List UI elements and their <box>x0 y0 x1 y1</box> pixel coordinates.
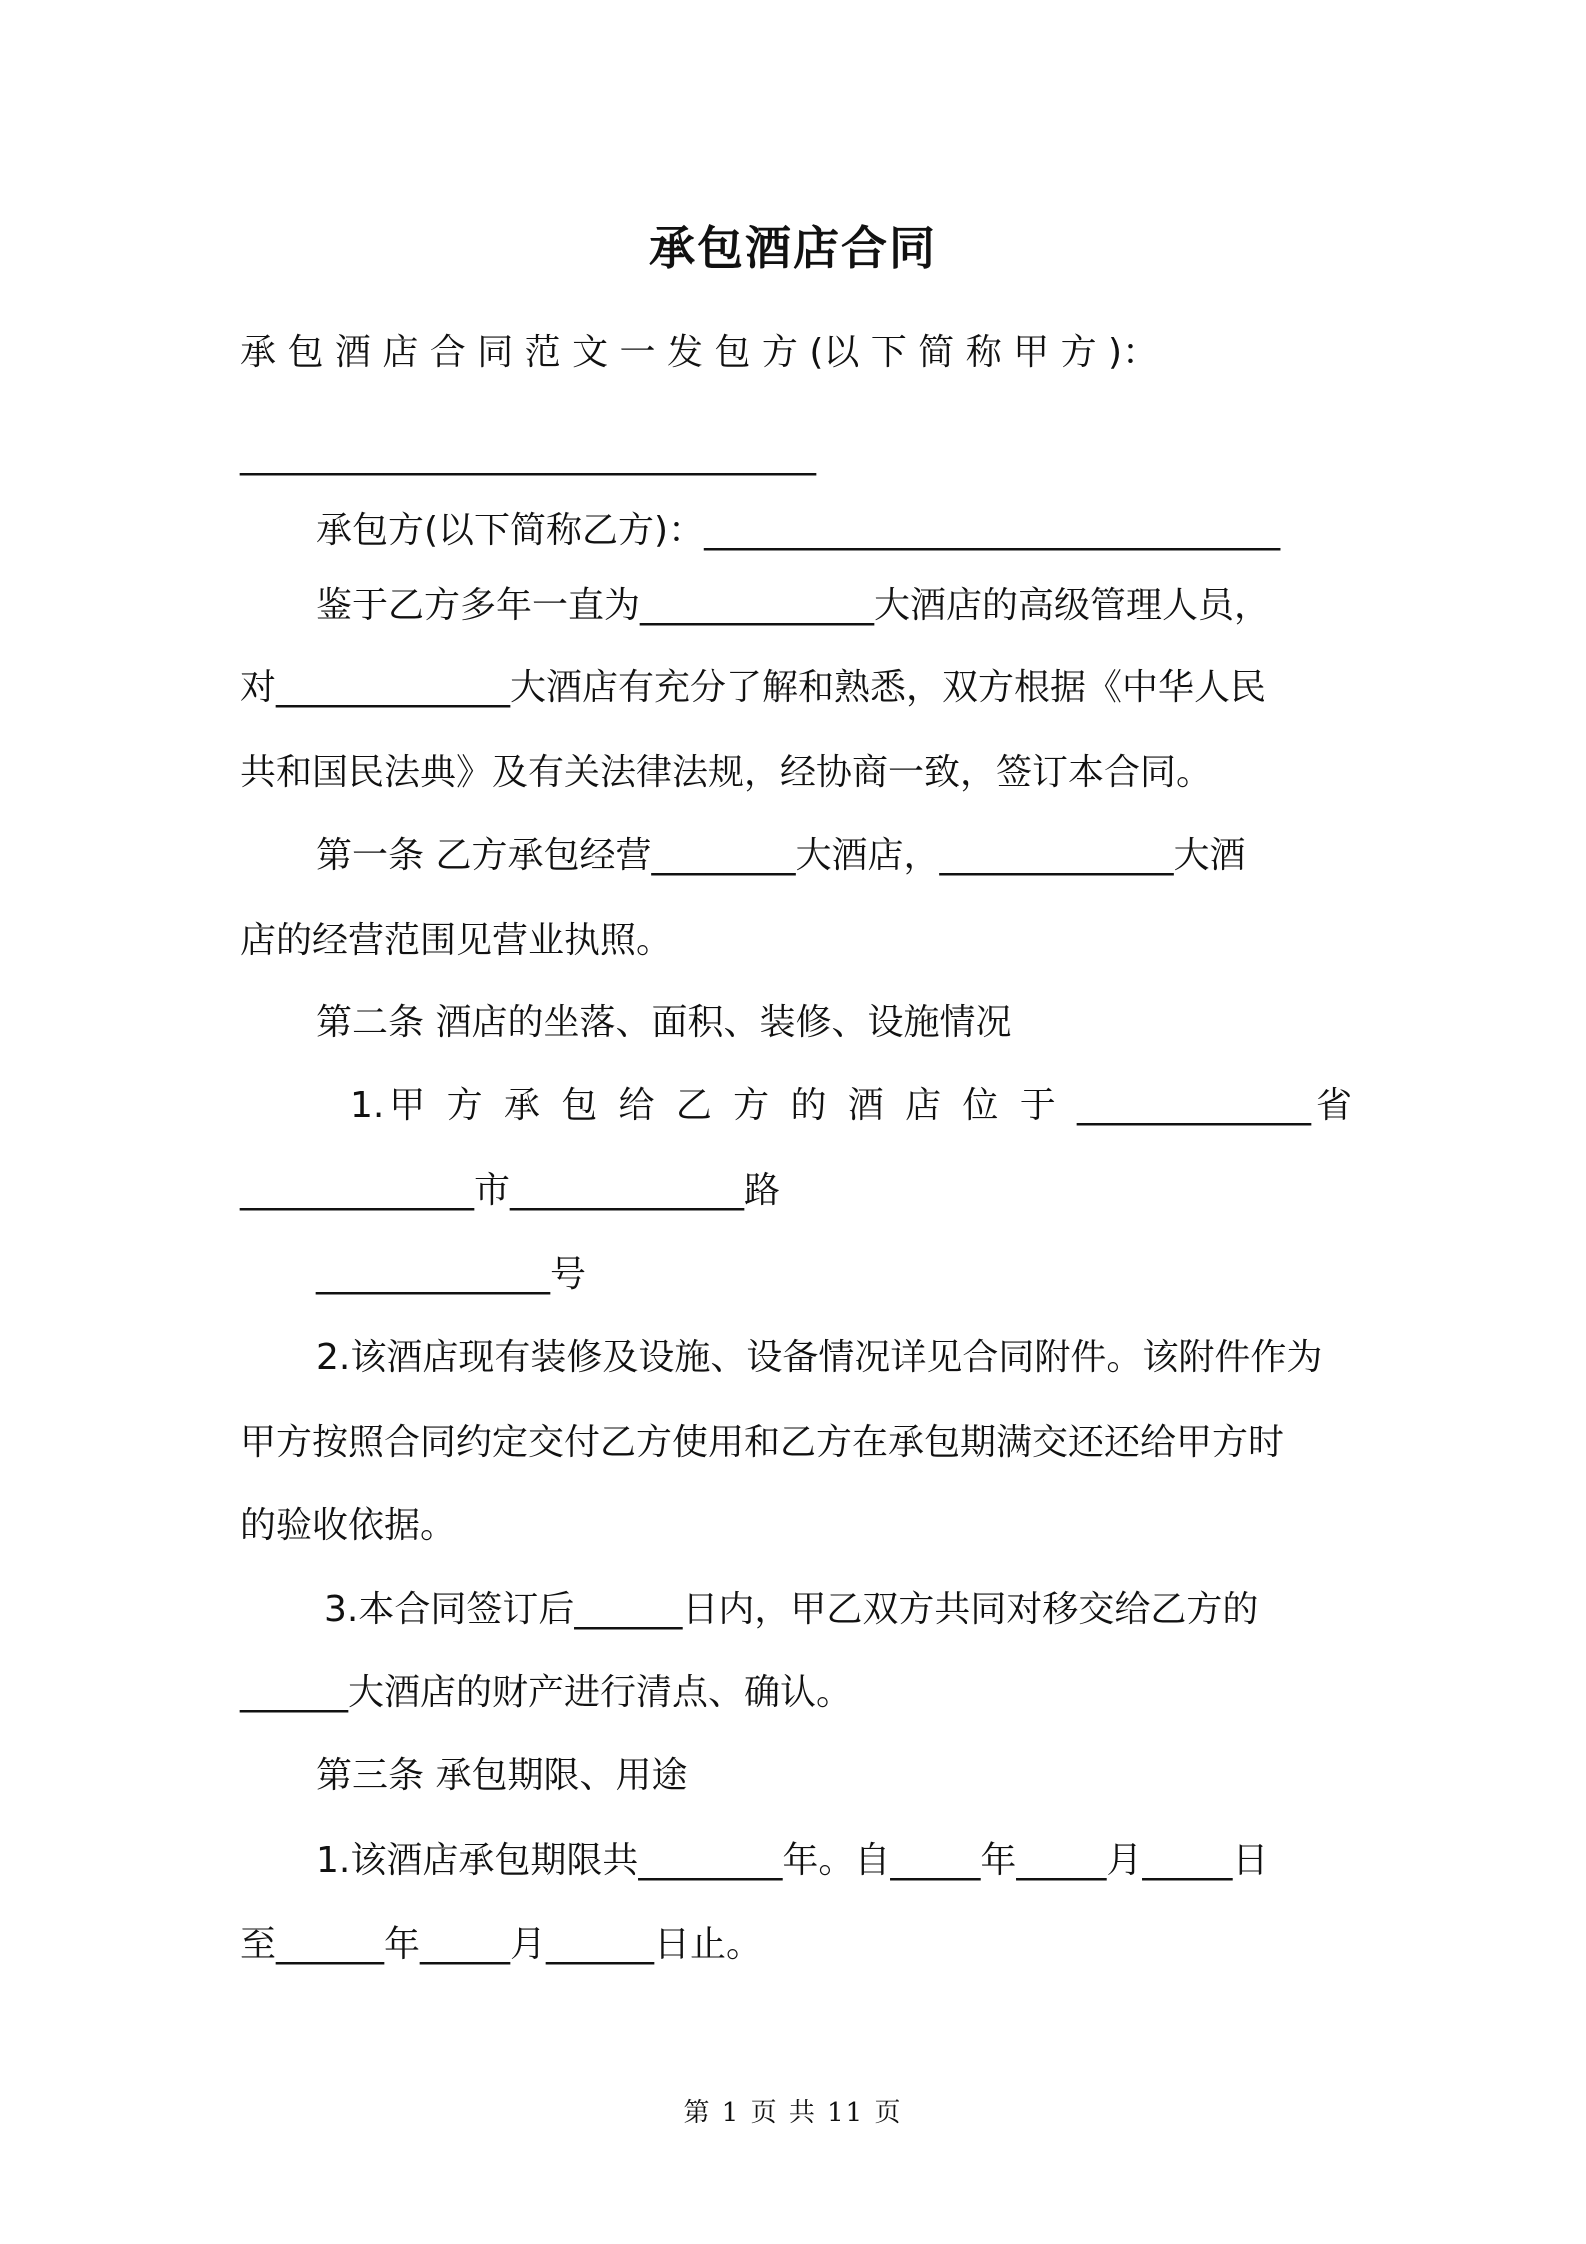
line-3: 承包方(以下简称乙方)：________________________________ <box>316 510 1281 551</box>
line-15: 的验收依据。 <box>240 1505 457 1546</box>
line-6: 共和国民法典》及有关法律法规，经协商一致，签订本合同。 <box>240 752 1213 793</box>
line-2: ________________________________ <box>240 435 816 476</box>
line-4: 鉴于乙方多年一直为_____________大酒店的高级管理人员， <box>316 585 1271 626</box>
line-8: 店的经营范围见营业执照。 <box>240 920 673 961</box>
line-7: 第一条 乙方承包经营________大酒店，_____________大酒 <box>316 835 1246 876</box>
line-10: 1.甲 方 承 包 给 乙 方 的 酒 店 位 于 _____________省 <box>350 1085 1352 1126</box>
line-20: 至______年_____月______日止。 <box>240 1924 763 1965</box>
line-1: 承 包 酒 店 合 同 范 文 一 发 包 方 (以 下 简 称 甲 方 )： <box>240 332 1159 373</box>
line-16: 3.本合同签订后______日内，甲乙双方共同对移交给乙方的 <box>324 1589 1259 1630</box>
line-19: 1.该酒店承包期限共________年。自_____年_____月_____日 <box>316 1840 1269 1881</box>
line-14: 甲方按照合同约定交付乙方使用和乙方在承包期满交还还给甲方时 <box>240 1422 1285 1463</box>
line-11: _____________市_____________路 <box>240 1170 780 1211</box>
document-title: 承包酒店合同 <box>649 221 937 275</box>
line-17: ______大酒店的财产进行清点、确认。 <box>240 1672 853 1713</box>
line-9: 第二条 酒店的坐落、面积、装修、设施情况 <box>316 1002 1012 1043</box>
line-18: 第三条 承包期限、用途 <box>316 1755 688 1796</box>
page-number-footer: 第 1 页 共 11 页 <box>683 2098 903 2128</box>
line-13: 2.该酒店现有装修及设施、设备情况详见合同附件。该附件作为 <box>316 1337 1323 1378</box>
line-12: _____________号 <box>316 1254 586 1295</box>
line-5: 对_____________大酒店有充分了解和熟悉，双方根据《中华人民 <box>240 667 1267 708</box>
